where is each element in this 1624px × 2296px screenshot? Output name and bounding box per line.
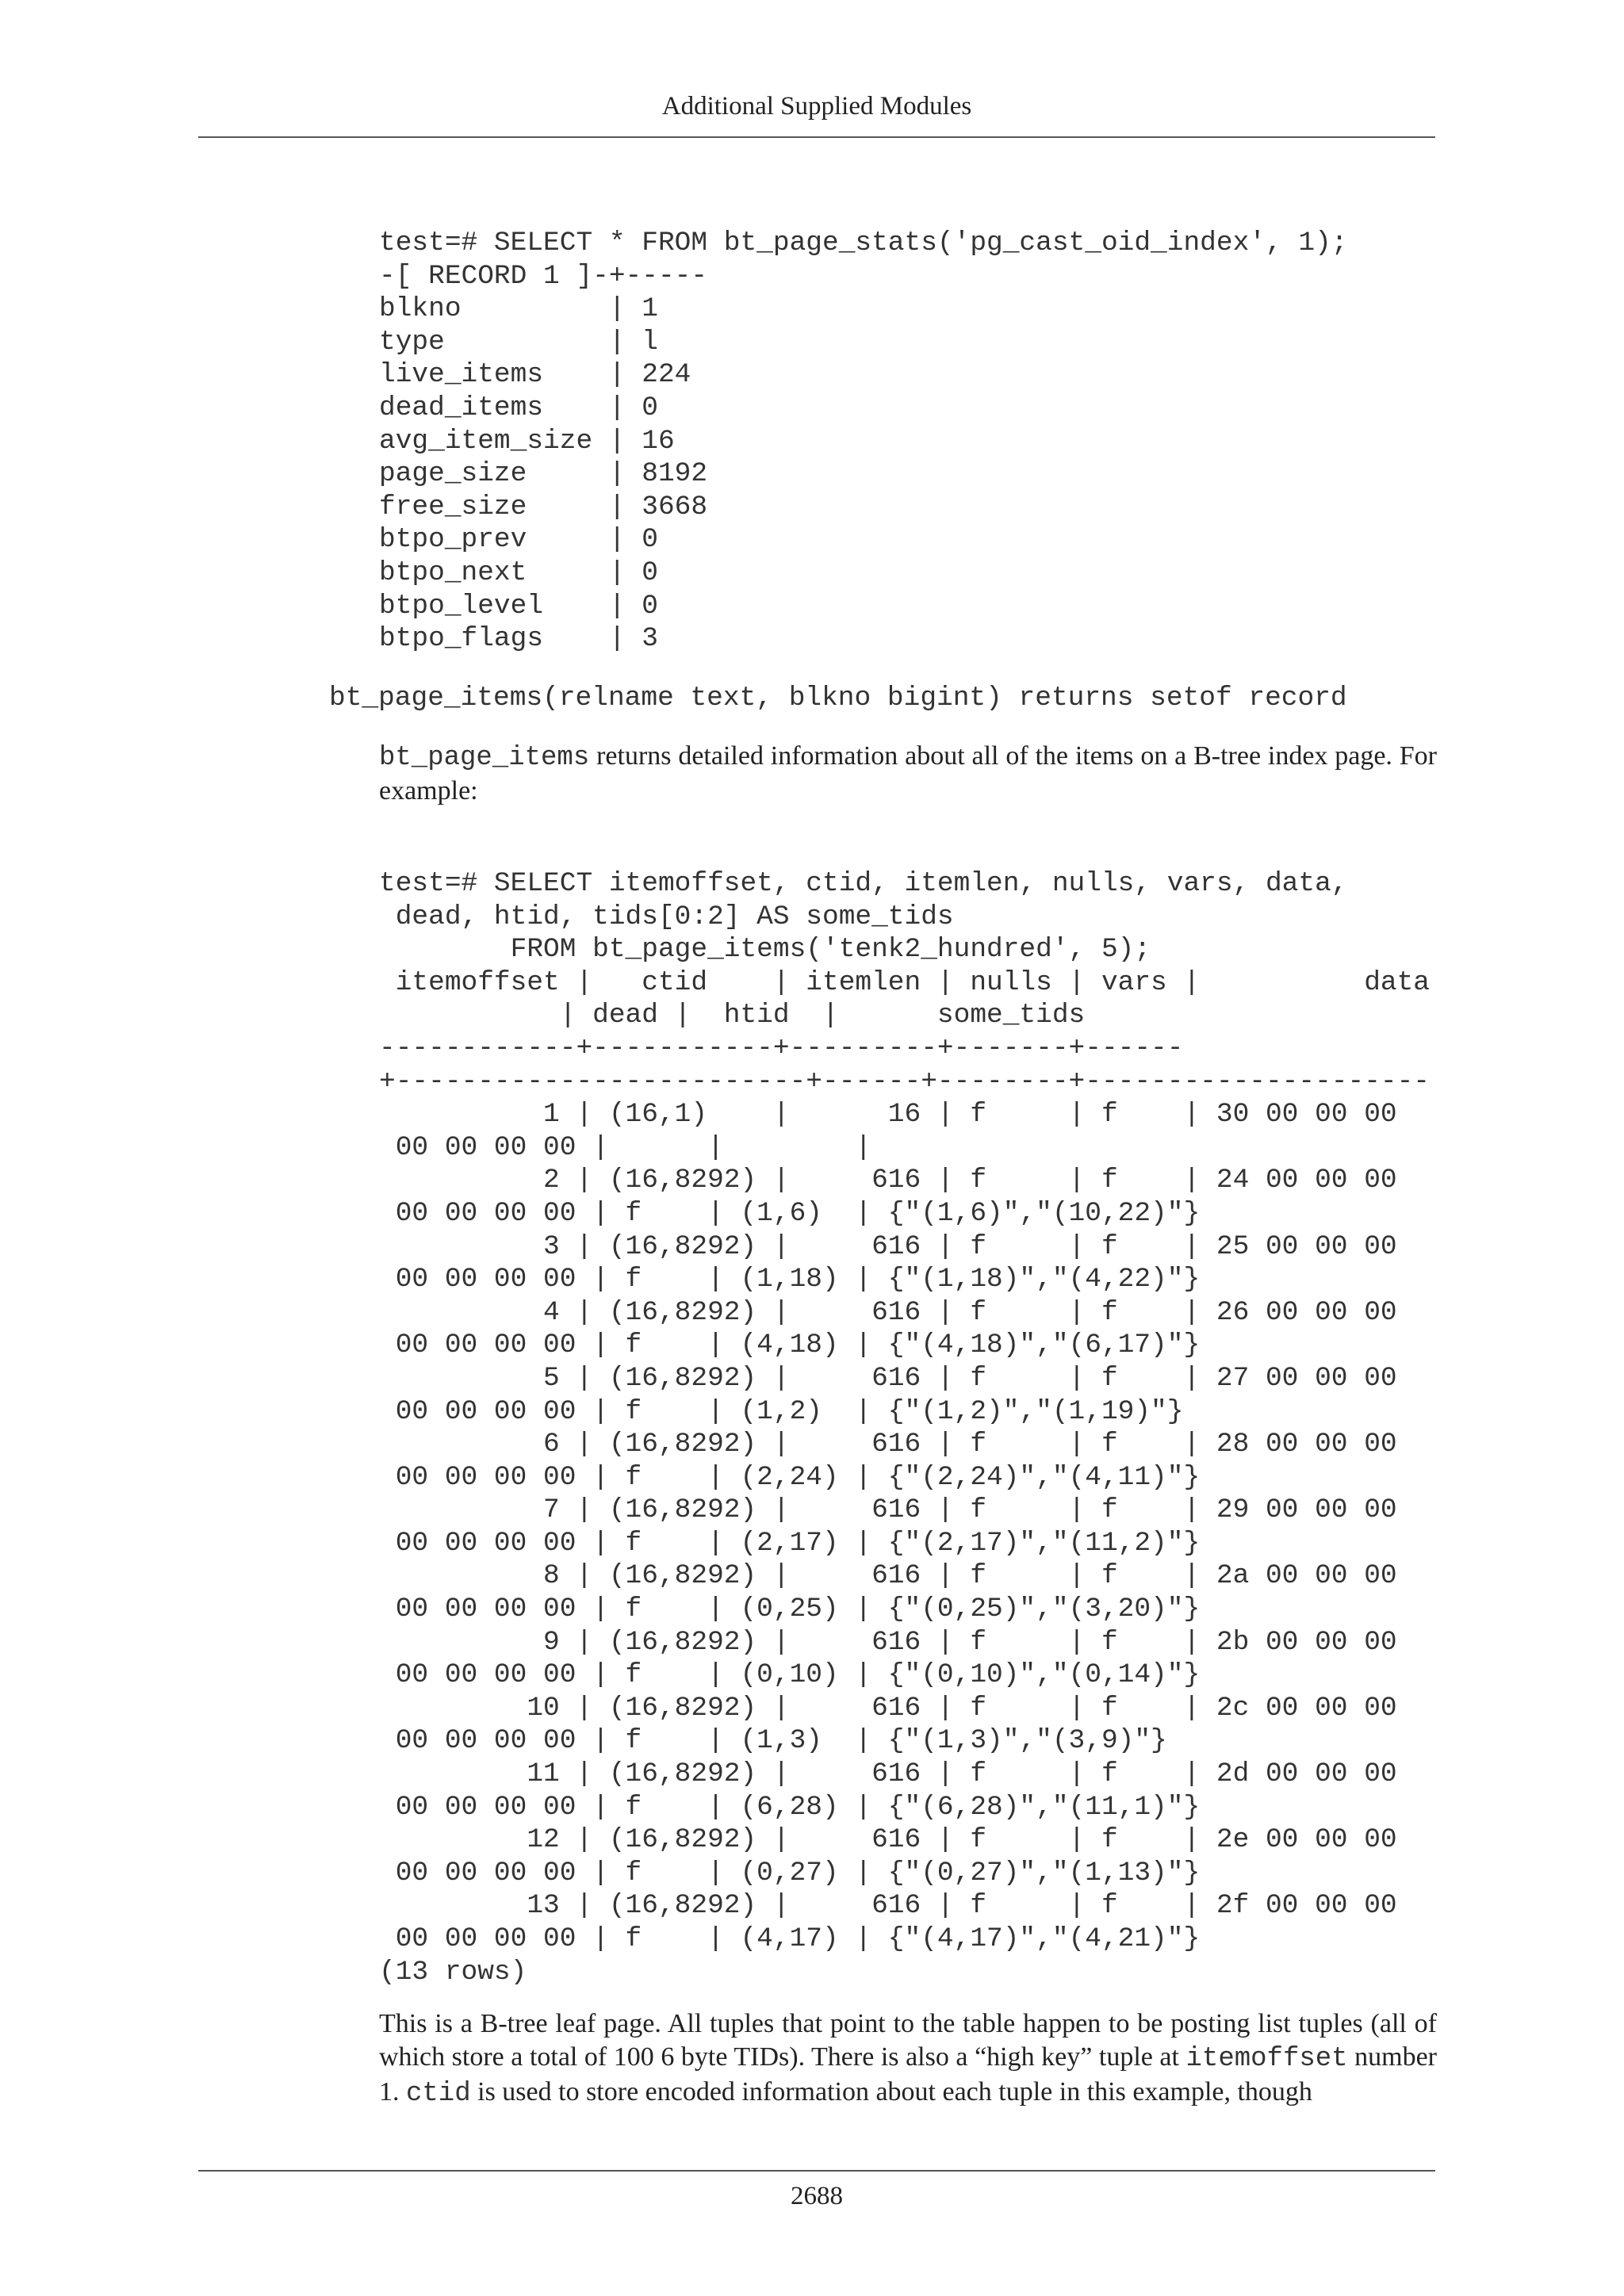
- code-line: 00 00 00 00 | f | (2,24) | {"(2,24)","(4,11)"}: [379, 1461, 1201, 1493]
- code-line: 00 00 00 00 | f | (0,10) | {"(0,10)","(0,14)"}: [379, 1659, 1201, 1691]
- code-line: | dead | htid | some_tids: [379, 1000, 1086, 1031]
- code-line: +-------------------------+------+--------+---------------------: [379, 1066, 1431, 1097]
- code-line: btpo_prev | 0: [379, 524, 658, 556]
- closing-paragraph: [379, 2007, 1437, 2110]
- code-line: 6 | (16,8292) | 616 | f | f | 28 00 00 00: [379, 1429, 1397, 1460]
- code-line: 00 00 00 00 | f | (1,2) | {"(1,2)","(1,19)"}: [379, 1395, 1184, 1427]
- code-line: (13 rows): [379, 1956, 527, 1988]
- code-line: 13 | (16,8292) | 616 | f | f | 2f 00 00 00: [379, 1890, 1397, 1922]
- code-line: type | l: [379, 326, 658, 358]
- code-line: 11 | (16,8292) | 616 | f | f | 2d 00 00 00: [379, 1758, 1397, 1790]
- code-line: 5 | (16,8292) | 616 | f | f | 27 00 00 00: [379, 1362, 1397, 1394]
- code-line: 4 | (16,8292) | 616 | f | f | 26 00 00 00: [379, 1296, 1397, 1328]
- code-line: 8 | (16,8292) | 616 | f | f | 2a 00 00 00: [379, 1560, 1397, 1592]
- code-line: dead_items | 0: [379, 392, 658, 423]
- closing-text-1: This is a B-tree leaf page. All tuples that point to the table happen to be posting list tuples (all of which store a total of 100 6 byte TIDs). There is also a “high key” tuple at: [379, 2009, 1437, 2072]
- code-line: 00 00 00 00 | | |: [379, 1131, 872, 1163]
- code-line: -[ RECORD 1 ]-+-----: [379, 260, 708, 292]
- code-line: avg_item_size | 16: [379, 425, 675, 457]
- code-line: 1 | (16,1) | 16 | f | f | 30 00 00 00: [379, 1099, 1397, 1131]
- code-line: 00 00 00 00 | f | (1,18) | {"(1,18)","(4,22)"}: [379, 1264, 1201, 1295]
- inline-code-ctid: ctid: [406, 2079, 471, 2109]
- closing-text-3: is used to store encoded information about each tuple in this example, though: [470, 2077, 1312, 2107]
- header-rule: [198, 136, 1435, 138]
- code-line: test=# SELECT itemoffset, ctid, itemlen, nulls, vars, data,: [379, 868, 1348, 899]
- code-line: btpo_flags | 3: [379, 623, 658, 655]
- footer-rule: [198, 2170, 1435, 2172]
- inline-code-term: bt_page_items: [379, 743, 590, 773]
- code-line: page_size | 8192: [379, 458, 708, 490]
- code-line: 12 | (16,8292) | 616 | f | f | 2e 00 00 00: [379, 1824, 1397, 1856]
- code-line: btpo_next | 0: [379, 557, 658, 588]
- code-line: 00 00 00 00 | f | (2,17) | {"(2,17)","(11,2)"}: [379, 1527, 1201, 1559]
- function-description: [379, 740, 1437, 808]
- code-line: 10 | (16,8292) | 616 | f | f | 2c 00 00 00: [379, 1692, 1397, 1724]
- code-line: free_size | 3668: [379, 491, 708, 522]
- code-line: 00 00 00 00 | f | (4,18) | {"(4,18)","(6,17)"}: [379, 1330, 1201, 1361]
- description-text: returns detailed information about all of the items on a B-tree index page. For example:: [379, 741, 1437, 806]
- code-line: FROM bt_page_items('tenk2_hundred', 5);: [379, 934, 1151, 966]
- closing-text-2: number 1.: [379, 2042, 1437, 2107]
- code-line: 00 00 00 00 | f | (1,3) | {"(1,3)","(3,9)"}: [379, 1725, 1167, 1757]
- inline-code-itemoffset: itemoffset: [1185, 2044, 1348, 2074]
- code-line: 00 00 00 00 | f | (4,17) | {"(4,17)","(4,21)"}: [379, 1923, 1201, 1954]
- code-line: 00 00 00 00 | f | (6,28) | {"(6,28)","(11,1)"}: [379, 1791, 1201, 1823]
- code-line: live_items | 224: [379, 359, 691, 391]
- code-line: 00 00 00 00 | f | (0,27) | {"(0,27)","(1,13)"}: [379, 1857, 1201, 1888]
- code-line: test=# SELECT * FROM bt_page_stats('pg_cast_oid_index', 1);: [379, 228, 1348, 258]
- code-line: blkno | 1: [379, 293, 658, 325]
- code-line: 9 | (16,8292) | 616 | f | f | 2b 00 00 00: [379, 1626, 1397, 1658]
- code-line: itemoffset | ctid | itemlen | nulls | vars | data: [379, 966, 1431, 998]
- bt-page-stats-example: [379, 227, 1348, 656]
- code-line: dead, htid, tids[0:2] AS some_tids: [379, 901, 954, 932]
- page-number: 2688: [791, 2182, 843, 2210]
- running-header: Additional Supplied Modules: [661, 92, 972, 121]
- code-line: 00 00 00 00 | f | (1,6) | {"(1,6)","(10,22)"}: [379, 1197, 1201, 1229]
- code-line: ------------+-----------+---------+-------+------: [379, 1032, 1184, 1064]
- code-line: 2 | (16,8292) | 616 | f | f | 24 00 00 00: [379, 1165, 1397, 1196]
- code-line: 3 | (16,8292) | 616 | f | f | 25 00 00 00: [379, 1230, 1397, 1262]
- code-line: btpo_level | 0: [379, 590, 658, 622]
- bt-page-items-example: [379, 867, 1430, 1988]
- code-line: 00 00 00 00 | f | (0,25) | {"(0,25)","(3,20)"}: [379, 1594, 1201, 1625]
- code-line: 7 | (16,8292) | 616 | f | f | 29 00 00 00: [379, 1494, 1397, 1526]
- function-signature: bt_page_items(relname text, blkno bigint) returns setof record: [329, 683, 1347, 714]
